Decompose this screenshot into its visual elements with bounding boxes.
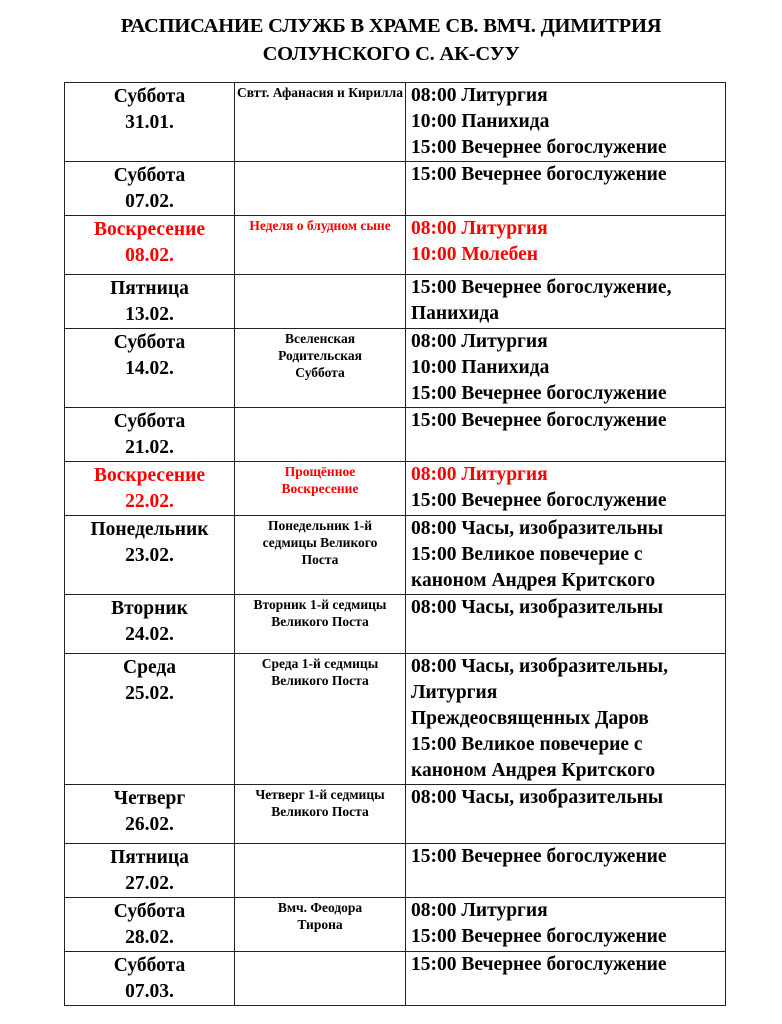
date: 23.02.: [125, 545, 174, 566]
service-line: 10:00 Панихида: [411, 111, 550, 132]
page-title: [0, 12, 782, 68]
service-line: 08:00 Литургия: [411, 331, 548, 352]
services-cell: [406, 162, 726, 216]
services-cell: [406, 952, 726, 1006]
weekday: Суббота: [113, 165, 186, 186]
feast-cell: Свтт. Афанасия и Кирилла: [235, 83, 406, 162]
service-line: 15:00 Вечернее богослужение,: [411, 277, 672, 298]
services-cell: [406, 516, 726, 595]
date: 27.02.: [125, 873, 174, 894]
feast-cell: Прощённое Воскресение: [235, 462, 406, 516]
feast-cell: Среда 1-й седмицы Великого Поста: [235, 654, 406, 785]
feast-cell: [235, 952, 406, 1006]
service-line: 08:00 Литургия: [411, 464, 548, 485]
weekday: Пятница: [110, 278, 189, 299]
service-line: Литургия: [411, 682, 498, 703]
service-line: каноном Андрея Критского: [411, 760, 656, 781]
weekday: Среда: [123, 657, 176, 678]
services-cell: [406, 462, 726, 516]
weekday: Суббота: [113, 901, 186, 922]
service-line: 08:00 Литургия: [411, 218, 548, 239]
services-cell: [406, 329, 726, 408]
table-row: [65, 329, 726, 408]
services-cell: [406, 785, 726, 844]
service-line: 15:00 Вечернее богослужение: [411, 383, 667, 404]
service-line: 08:00 Часы, изобразительны: [411, 518, 664, 539]
weekday: Суббота: [113, 86, 186, 107]
service-line: 15:00 Вечернее богослужение: [411, 410, 667, 431]
day-cell: [65, 952, 235, 1006]
services-cell: [406, 595, 726, 654]
day-cell: [65, 329, 235, 408]
weekday: Воскресение: [93, 465, 206, 486]
date: 22.02.: [125, 491, 174, 512]
service-line: 15:00 Вечернее богослужение: [411, 164, 667, 185]
day-cell: [65, 654, 235, 785]
service-line: 10:00 Молебен: [411, 244, 538, 265]
weekday: Понедельник: [90, 519, 209, 540]
date: 31.01.: [125, 112, 174, 133]
weekday: Четверг: [113, 788, 186, 809]
table-row: [65, 516, 726, 595]
weekday: Суббота: [113, 411, 186, 432]
day-cell: [65, 216, 235, 275]
title-line-2: СОЛУНСКОГО С. АК-СУУ: [262, 43, 520, 65]
weekday: Вторник: [111, 598, 188, 619]
service-line: 10:00 Панихида: [411, 357, 550, 378]
date: 13.02.: [125, 304, 174, 325]
service-line: 15:00 Великое повечерие с: [411, 544, 643, 565]
service-line: 15:00 Вечернее богослужение: [411, 490, 667, 511]
day-cell: [65, 462, 235, 516]
feast-cell: Вмч. Феодора Тирона: [235, 898, 406, 952]
day-cell: [65, 595, 235, 654]
service-line: каноном Андрея Критского: [411, 570, 656, 591]
date: 25.02.: [125, 683, 174, 704]
services-cell: [406, 408, 726, 462]
services-cell: [406, 216, 726, 275]
feast-cell: Вторник 1-й седмицы Великого Поста: [235, 595, 406, 654]
weekday: Воскресение: [93, 219, 206, 240]
table-row: [65, 785, 726, 844]
table-row: [65, 83, 726, 162]
table-row-highlighted: [65, 216, 726, 275]
feast-cell: Понедельник 1-й седмицы Великого Поста: [235, 516, 406, 595]
service-line: 08:00 Литургия: [411, 85, 548, 106]
day-cell: [65, 516, 235, 595]
table-row: [65, 162, 726, 216]
feast-cell: Вселенская Родительская Суббота: [235, 329, 406, 408]
service-line: 15:00 Вечернее богослужение: [411, 926, 667, 947]
feast-cell: [235, 162, 406, 216]
date: 28.02.: [125, 927, 174, 948]
services-cell: [406, 654, 726, 785]
table-row: [65, 898, 726, 952]
service-line: 08:00 Часы, изобразительны: [411, 597, 664, 618]
day-cell: [65, 898, 235, 952]
service-line: 15:00 Вечернее богослужение: [411, 954, 667, 975]
service-line: 15:00 Вечернее богослужение: [411, 137, 667, 158]
service-line: 15:00 Великое повечерие с: [411, 734, 643, 755]
schedule-table: [64, 82, 726, 1006]
services-cell: [406, 844, 726, 898]
day-cell: [65, 275, 235, 329]
date: 24.02.: [125, 624, 174, 645]
date: 07.02.: [125, 191, 174, 212]
table-row-highlighted: [65, 462, 726, 516]
table-row: [65, 595, 726, 654]
day-cell: [65, 162, 235, 216]
service-line: 08:00 Литургия: [411, 900, 548, 921]
day-cell: [65, 83, 235, 162]
date: 21.02.: [125, 437, 174, 458]
feast-cell: [235, 408, 406, 462]
table-row: [65, 654, 726, 785]
date: 08.02.: [125, 245, 174, 266]
services-cell: [406, 898, 726, 952]
service-line: 15:00 Вечернее богослужение: [411, 846, 667, 867]
table-row: [65, 408, 726, 462]
service-line: 08:00 Часы, изобразительны,: [411, 656, 669, 677]
service-line: Панихида: [411, 303, 499, 324]
feast-cell: Четверг 1-й седмицы Великого Поста: [235, 785, 406, 844]
table-row: [65, 844, 726, 898]
feast-cell: [235, 275, 406, 329]
weekday: Суббота: [113, 955, 186, 976]
services-cell: [406, 275, 726, 329]
service-line: 08:00 Часы, изобразительны: [411, 787, 664, 808]
services-cell: [406, 83, 726, 162]
day-cell: [65, 408, 235, 462]
weekday: Пятница: [110, 847, 189, 868]
date: 07.03.: [125, 981, 174, 1002]
day-cell: [65, 844, 235, 898]
date: 14.02.: [125, 358, 174, 379]
table-row: [65, 952, 726, 1006]
date: 26.02.: [125, 814, 174, 835]
title-line-1: РАСПИСАНИЕ СЛУЖБ В ХРАМЕ СВ. ВМЧ. ДИМИТРИЯ: [120, 15, 662, 37]
table-row: [65, 275, 726, 329]
day-cell: [65, 785, 235, 844]
weekday: Суббота: [113, 332, 186, 353]
feast-cell: Неделя о блудном сыне: [235, 216, 406, 275]
feast-cell: [235, 844, 406, 898]
service-line: Преждеосвященных Даров: [411, 708, 649, 729]
